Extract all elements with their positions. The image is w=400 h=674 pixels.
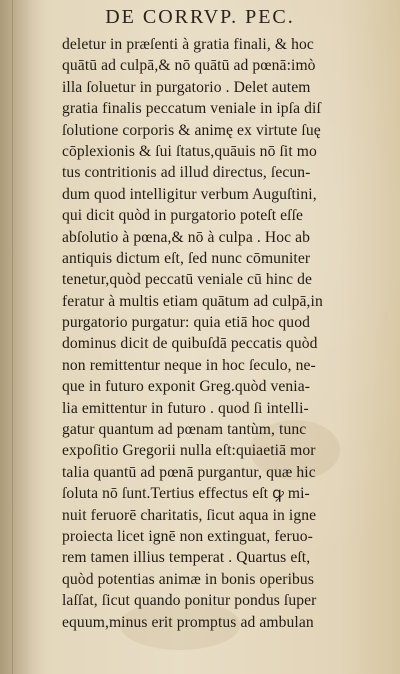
text-line: laſſat, ſicut quando ponitur pondus ſuper xyxy=(62,592,317,610)
text-line: quātū ad culpā,& nō quātū ad pœnā:imò xyxy=(62,57,316,75)
text-line: nuit feruorē charitatis, ſicut aqua in igne xyxy=(62,506,317,524)
text-line: gatur quantum ad pœnam tantùm, tunc xyxy=(62,421,307,439)
text-line: ſolutione corporis & animę ex virtute ſuę xyxy=(62,121,321,139)
page-fold xyxy=(12,0,13,674)
text-line: talia quantū ad pœnā purgantur, quæ hic xyxy=(62,463,316,481)
text-line: expoſitio Gregorii nulla eſt:quiaetiā mor xyxy=(62,442,316,460)
text-line: proiecta licet ignē non extinguat, feruo- xyxy=(62,527,313,545)
text-line: purgatorio purgatur: quia etiā hoc quod xyxy=(62,314,311,332)
text-line: ſoluta nō ſunt.Tertius effectus eſt ꝙ mi- xyxy=(62,485,310,503)
text-line: quòd potentias animæ in bonis operibus xyxy=(62,570,314,588)
text-block xyxy=(62,34,392,633)
text-line: dominus dicit de quibuſdā peccatis quòd xyxy=(62,335,318,353)
text-line: deletur in præſenti à gratia finali, & hoc xyxy=(62,36,314,53)
text-line: illa ſoluetur in purgatorio . Delet autem xyxy=(62,78,311,96)
text-line: rem tamen illius temperat . Quartus eſt, xyxy=(62,549,311,567)
text-line: tenetur,quòd peccatū veniale cū hinc de xyxy=(62,271,313,289)
running-head: DE CORRVP. PEC. xyxy=(105,6,295,28)
text-line: gratia finalis peccatum veniale in ipſa diſ xyxy=(62,100,321,118)
text-line: non remittentur neque in hoc ſeculo, ne- xyxy=(62,356,316,374)
text-line: abſolutio à pœna,& nō à culpa . Hoc ab xyxy=(62,228,311,246)
text-line: tus contritionis ad illud directus, ſecun- xyxy=(62,164,311,182)
text-line: qui dicit quòd in purgatorio poteſt eſſe xyxy=(62,207,304,225)
text-line: antiquis dictum eſt, ſed nunc cōmuniter xyxy=(62,249,311,267)
text-line: que in futuro exponit Greg.quòd venia- xyxy=(62,378,311,396)
text-line: lia emittentur in futuro . quod ſi intelli- xyxy=(62,399,309,417)
text-line: equum,minus erit promptus ad ambulan xyxy=(62,613,314,631)
text-line: dum quod intelligitur verbum Auguſtini, xyxy=(62,185,317,203)
gutter-shadow xyxy=(0,0,48,674)
text-line: cōplexionis & ſui ſtatus,quāuis nō ſit mo xyxy=(62,142,317,160)
text-line: feratur à multis etiam quātum ad culpā,in xyxy=(62,292,323,310)
